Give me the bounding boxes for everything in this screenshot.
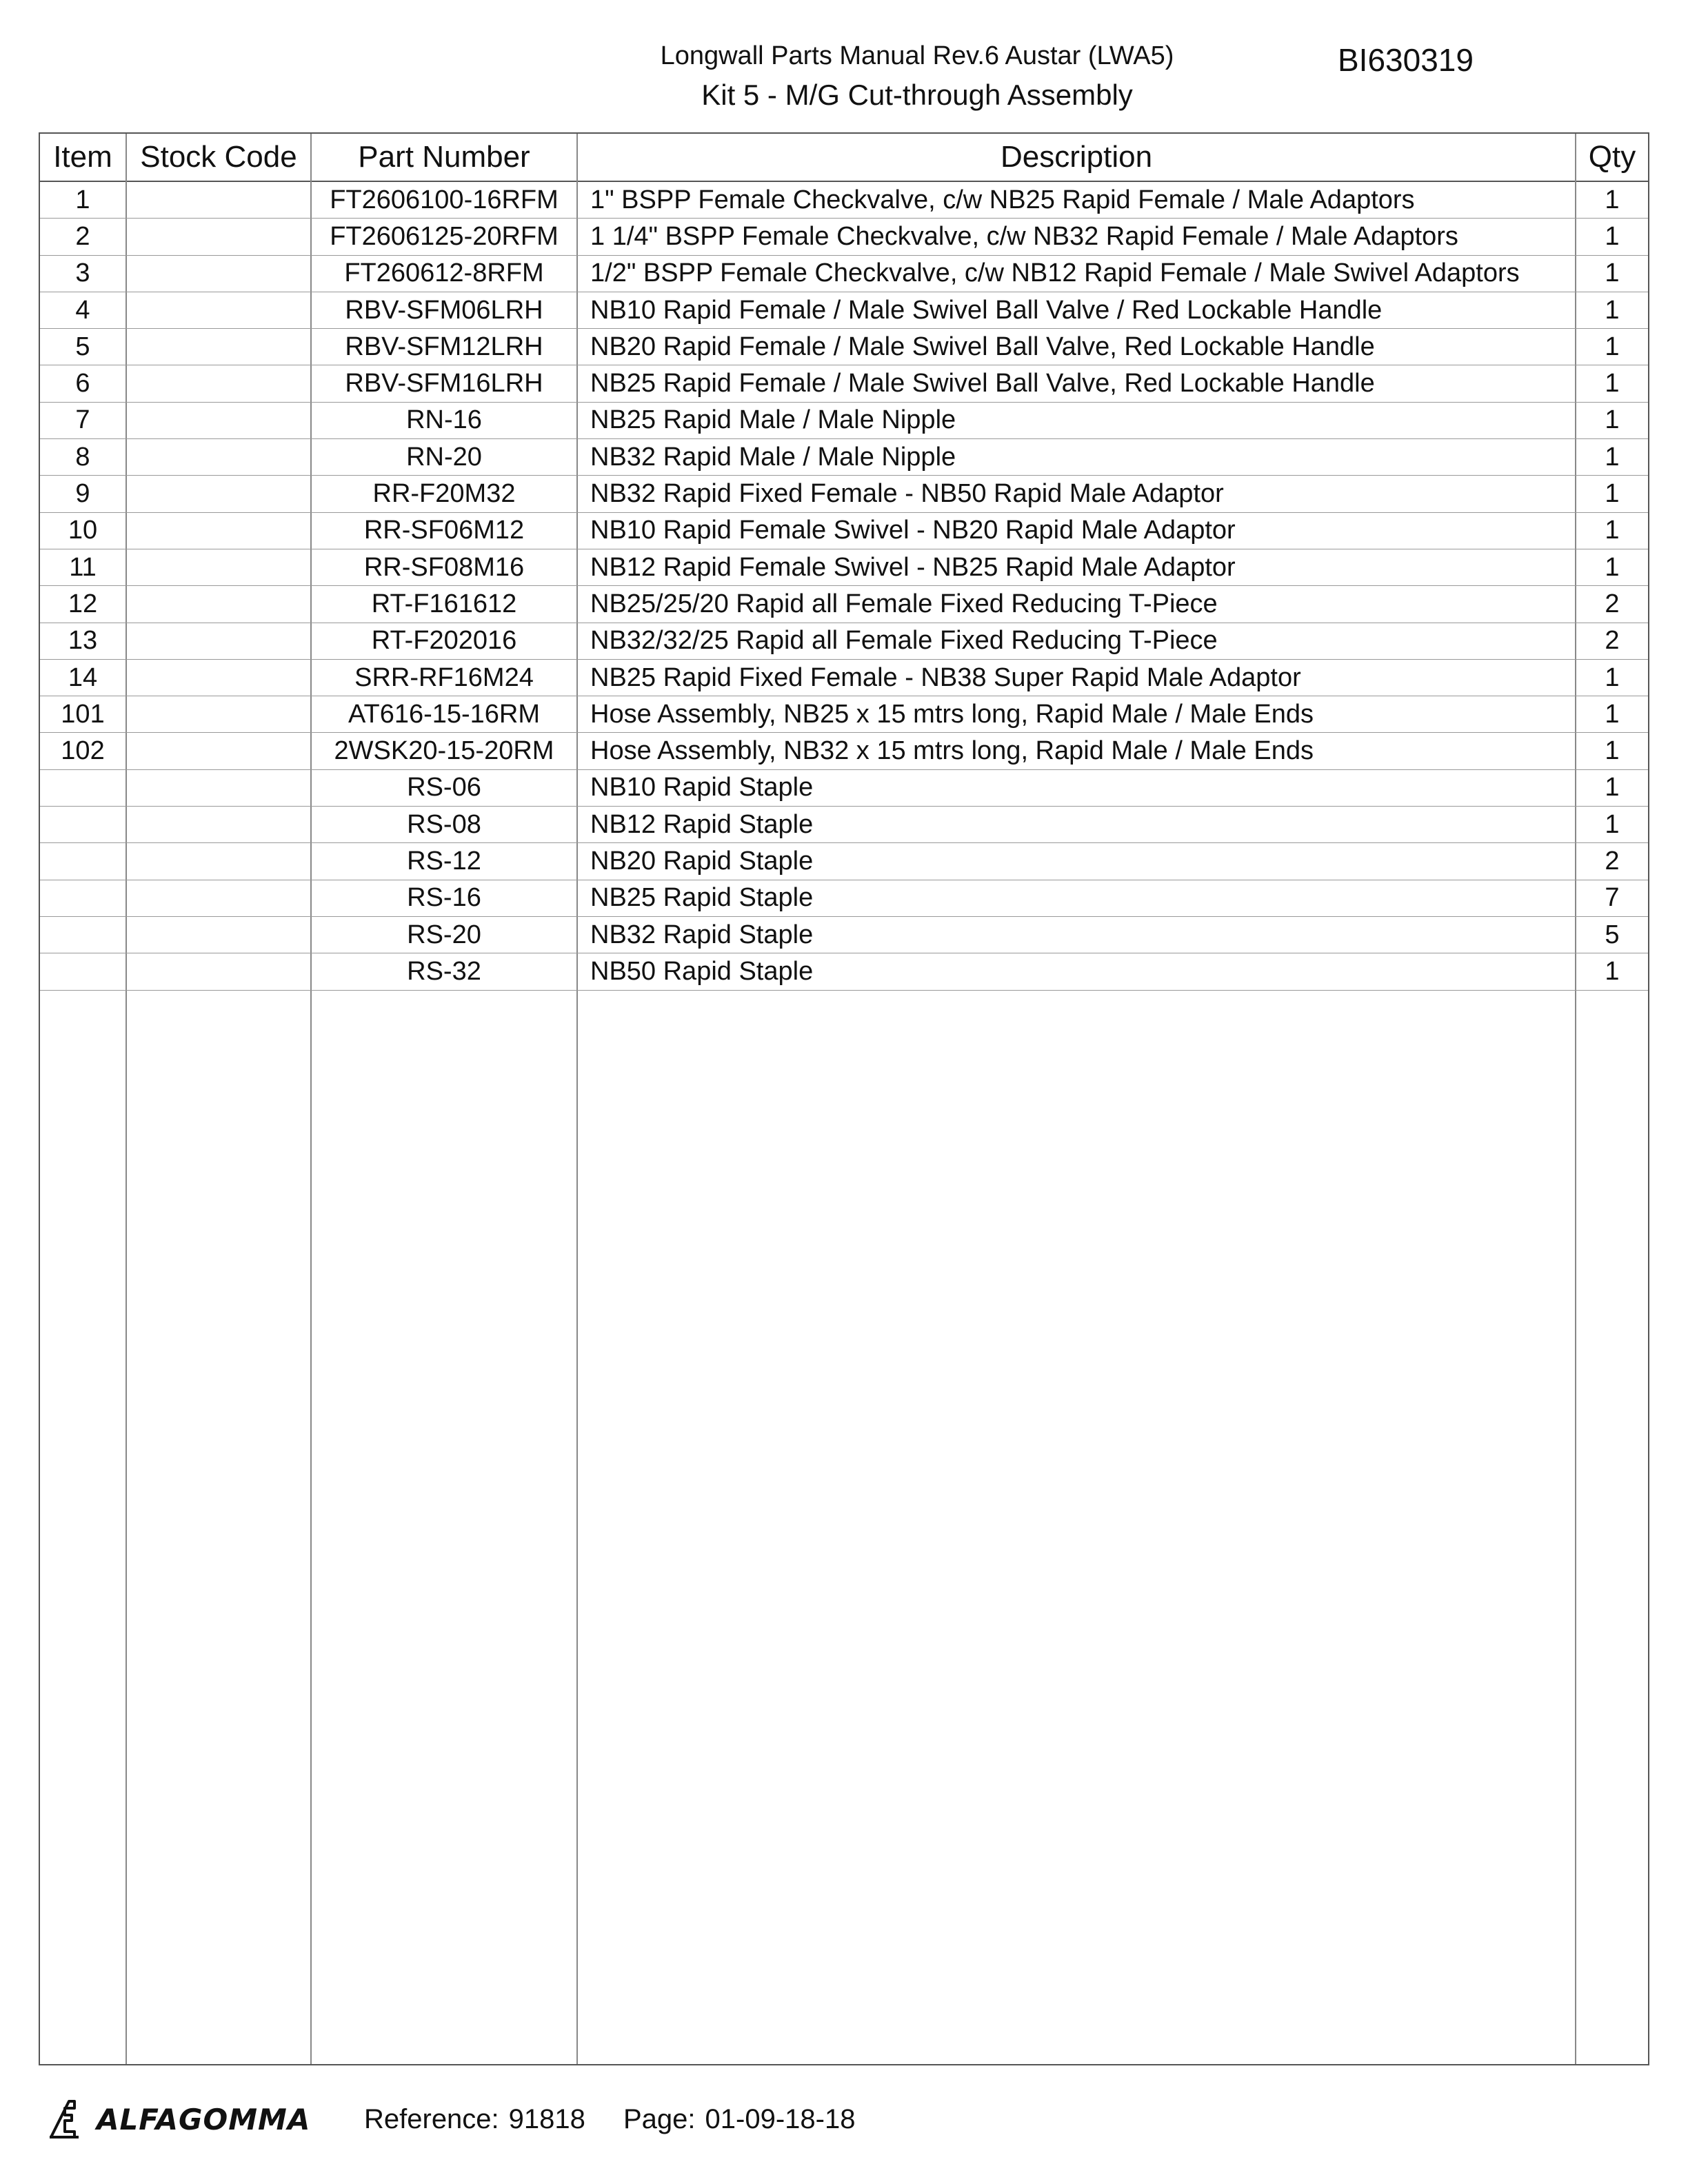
table-row — [40, 917, 1648, 953]
cell-item: 11 — [69, 552, 97, 582]
cell-part-number: RR-F20M32 — [372, 479, 516, 509]
cell-item: 9 — [75, 479, 90, 509]
cell-part-number: FT260612-8RFM — [344, 259, 544, 288]
table-row — [40, 439, 1648, 476]
table-row — [40, 843, 1648, 880]
cell-part-number: RN-20 — [406, 442, 482, 472]
cell-part-number: RS-32 — [407, 956, 481, 986]
cell-description: NB10 Rapid Staple — [590, 773, 814, 802]
cell-part-number: SRR-RF16M24 — [354, 663, 534, 692]
cell-item: 13 — [68, 626, 98, 656]
cell-description: Hose Assembly, NB32 x 15 mtrs long, Rapid Male / Male Ends — [590, 736, 1314, 766]
reference — [364, 2092, 585, 2147]
page-number — [623, 2092, 855, 2147]
cell-stock-code — [127, 292, 310, 328]
alfagomma-logo-icon — [48, 2099, 87, 2140]
cell-qty: 2 — [1605, 589, 1620, 618]
cell-part-number: RS-16 — [407, 883, 481, 913]
cell-item: 102 — [61, 736, 105, 766]
cell-qty: 2 — [1605, 626, 1620, 656]
cell-description: NB25 Rapid Male / Male Nipple — [590, 405, 956, 435]
cell-stock-code — [127, 365, 310, 401]
table-row — [40, 623, 1648, 660]
cell-item — [40, 880, 125, 916]
cell-stock-code — [127, 513, 310, 549]
page-label: Page: — [623, 2103, 696, 2134]
cell-part-number: RBV-SFM12LRH — [345, 332, 543, 361]
cell-description: NB10 Rapid Female / Male Swivel Ball Valve / Red Lockable Handle — [590, 295, 1383, 325]
cell-description: NB32 Rapid Staple — [590, 920, 814, 949]
table-row — [40, 182, 1648, 219]
cell-description: 1 1/4" BSPP Female Checkvalve, c/w NB32 Rapid Female / Male Adaptors — [590, 221, 1458, 251]
cell-item: 101 — [61, 699, 105, 729]
cell-description: NB25 Rapid Staple — [590, 883, 814, 913]
table-row — [40, 880, 1648, 917]
cell-item: 5 — [75, 332, 90, 361]
cell-qty: 2 — [1605, 846, 1620, 876]
cell-description: NB32/32/25 Rapid all Female Fixed Reducing T-Piece — [590, 626, 1218, 656]
cell-qty: 1 — [1605, 956, 1620, 986]
cell-item: 3 — [75, 259, 90, 288]
cell-qty: 1 — [1605, 332, 1620, 361]
cell-qty: 5 — [1605, 920, 1620, 949]
cell-qty: 1 — [1605, 369, 1620, 398]
cell-stock-code — [127, 586, 310, 622]
cell-stock-code — [127, 807, 310, 842]
cell-qty: 1 — [1605, 442, 1620, 472]
cell-stock-code — [127, 770, 310, 806]
table-row — [40, 586, 1648, 623]
cell-stock-code — [127, 696, 310, 732]
parts-table — [39, 132, 1649, 2065]
cell-description: NB10 Rapid Female Swivel - NB20 Rapid Male Adaptor — [590, 516, 1236, 545]
cell-part-number: RBV-SFM06LRH — [345, 295, 543, 325]
cell-description: NB50 Rapid Staple — [590, 956, 814, 986]
cell-item — [40, 770, 125, 806]
cell-qty: 1 — [1605, 259, 1620, 288]
cell-qty: 1 — [1605, 479, 1620, 509]
cell-description: 1/2" BSPP Female Checkvalve, c/w NB12 Rapid Female / Male Swivel Adaptors — [590, 259, 1520, 288]
cell-part-number: RR-SF06M12 — [363, 516, 525, 545]
cell-item: 8 — [75, 442, 90, 472]
cell-part-number: RT-F161612 — [371, 589, 517, 618]
column-header-item: Item — [40, 134, 125, 182]
manual-title: Longwall Parts Manual Rev.6 Austar (LWA5) — [660, 41, 1174, 70]
cell-description: NB32 Rapid Fixed Female - NB50 Rapid Male Adaptor — [590, 479, 1224, 509]
cell-part-number: RR-SF08M16 — [363, 552, 525, 582]
table-row — [40, 219, 1648, 255]
cell-part-number: RS-20 — [407, 920, 481, 949]
brand-name: ALFAGOMMA — [97, 2102, 311, 2136]
table-row — [40, 770, 1648, 807]
cell-description: NB32 Rapid Male / Male Nipple — [590, 442, 956, 472]
cell-stock-code — [127, 953, 310, 989]
cell-description: NB25/25/20 Rapid all Female Fixed Reducing T-Piece — [590, 589, 1218, 618]
cell-part-number: AT616-15-16RM — [348, 699, 541, 729]
cell-item: 4 — [75, 295, 90, 325]
cell-description: NB12 Rapid Female Swivel - NB25 Rapid Male Adaptor — [590, 552, 1236, 582]
table-body — [40, 182, 1648, 991]
cell-qty: 1 — [1605, 552, 1620, 582]
reference-label: Reference: — [364, 2103, 499, 2134]
cell-stock-code — [127, 843, 310, 879]
cell-stock-code — [127, 917, 310, 953]
cell-item — [40, 953, 125, 989]
cell-item — [40, 917, 125, 953]
cell-item: 6 — [75, 369, 90, 398]
cell-item — [40, 807, 125, 842]
cell-part-number: RBV-SFM16LRH — [345, 369, 543, 398]
cell-item: 10 — [68, 516, 98, 545]
table-row — [40, 365, 1648, 402]
cell-stock-code — [127, 623, 310, 659]
column-header-qty: Qty — [1576, 134, 1648, 182]
cell-stock-code — [127, 329, 310, 365]
cell-stock-code — [127, 439, 310, 475]
cell-description: NB25 Rapid Fixed Female - NB38 Super Rapid Male Adaptor — [590, 663, 1301, 692]
page-value: 01-09-18-18 — [705, 2103, 856, 2134]
table-row — [40, 660, 1648, 696]
cell-item: 2 — [75, 221, 90, 251]
page-footer — [48, 2092, 856, 2147]
cell-description: NB20 Rapid Staple — [590, 846, 814, 876]
cell-qty: 7 — [1605, 883, 1620, 913]
column-header-stock-code: Stock Code — [127, 134, 310, 182]
cell-description: 1" BSPP Female Checkvalve, c/w NB25 Rapid Female / Male Adaptors — [590, 185, 1415, 214]
cell-stock-code — [127, 660, 310, 696]
table-row — [40, 807, 1648, 843]
cell-part-number: RS-06 — [407, 773, 481, 802]
cell-item: 7 — [75, 405, 90, 435]
cell-qty: 1 — [1605, 516, 1620, 545]
cell-qty: 1 — [1605, 699, 1620, 729]
table-row — [40, 549, 1648, 586]
table-row — [40, 292, 1648, 329]
cell-description: Hose Assembly, NB25 x 15 mtrs long, Rapid Male / Male Ends — [590, 699, 1314, 729]
cell-qty: 1 — [1605, 809, 1620, 839]
cell-part-number: RN-16 — [406, 405, 482, 435]
cell-stock-code — [127, 549, 310, 585]
cell-item: 12 — [68, 589, 98, 618]
cell-stock-code — [127, 256, 310, 292]
alfagomma-logo — [48, 2099, 310, 2140]
column-header-description: Description — [578, 134, 1575, 182]
cell-qty: 1 — [1605, 221, 1620, 251]
cell-qty: 1 — [1605, 663, 1620, 692]
table-row — [40, 733, 1648, 769]
table-row — [40, 513, 1648, 549]
table-row — [40, 329, 1648, 365]
cell-qty: 1 — [1605, 736, 1620, 766]
table-row — [40, 256, 1648, 292]
cell-description: NB12 Rapid Staple — [590, 809, 814, 839]
cell-part-number: FT2606125-20RFM — [330, 221, 559, 251]
cell-item: 1 — [75, 185, 90, 214]
cell-qty: 1 — [1605, 295, 1620, 325]
cell-stock-code — [127, 182, 310, 218]
cell-part-number: RS-12 — [407, 846, 481, 876]
cell-stock-code — [127, 733, 310, 769]
cell-description: NB25 Rapid Female / Male Swivel Ball Valve, Red Lockable Handle — [590, 369, 1375, 398]
cell-part-number: RT-F202016 — [371, 626, 517, 656]
cell-part-number: FT2606100-16RFM — [330, 185, 559, 214]
table-row — [40, 403, 1648, 439]
document-code: BI630319 — [1338, 42, 1474, 78]
table-row — [40, 696, 1648, 733]
table-row — [40, 953, 1648, 990]
cell-stock-code — [127, 403, 310, 438]
column-header-part-number: Part Number — [312, 134, 576, 182]
cell-item — [40, 843, 125, 879]
cell-part-number: RS-08 — [407, 809, 481, 839]
cell-qty: 1 — [1605, 185, 1620, 214]
cell-item: 14 — [68, 663, 98, 692]
cell-qty: 1 — [1605, 405, 1620, 435]
cell-stock-code — [127, 476, 310, 512]
cell-stock-code — [127, 219, 310, 254]
reference-value: 91818 — [508, 2103, 585, 2134]
kit-title: Kit 5 - M/G Cut-through Assembly — [701, 79, 1133, 111]
table-row — [40, 476, 1648, 512]
cell-qty: 1 — [1605, 773, 1620, 802]
cell-stock-code — [127, 880, 310, 916]
cell-description: NB20 Rapid Female / Male Swivel Ball Valve, Red Lockable Handle — [590, 332, 1375, 361]
cell-part-number: 2WSK20-15-20RM — [334, 736, 554, 766]
